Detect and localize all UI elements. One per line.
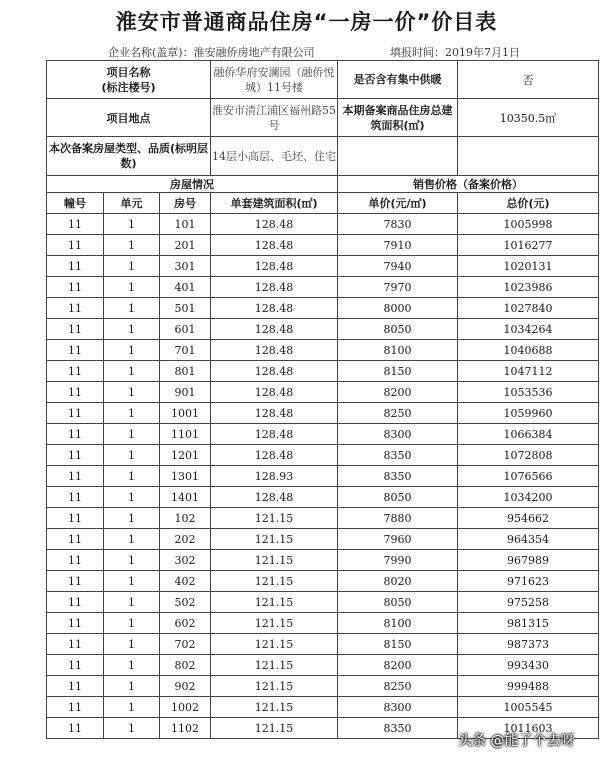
price-table	[46, 60, 599, 739]
cell-unit: 1	[104, 235, 160, 256]
cell-total-price: 1072808	[458, 445, 599, 466]
fill-date: 填报时间：2019年7月1日	[390, 46, 520, 59]
cell-unit-price: 8100	[338, 340, 458, 361]
cell-unit-price: 7830	[338, 214, 458, 235]
total-area-value: 10350.5㎡	[458, 99, 599, 137]
cell-total-price: 954662	[458, 508, 599, 529]
cell-total-price: 1034264	[458, 319, 599, 340]
cell-building: 11	[47, 424, 104, 445]
cell-unit: 1	[104, 697, 160, 718]
table-row	[47, 529, 599, 550]
cell-building: 11	[47, 277, 104, 298]
cell-total-price: 987373	[458, 634, 599, 655]
cell-unit: 1	[104, 655, 160, 676]
cell-building: 11	[47, 235, 104, 256]
cell-total-price: 1016277	[458, 235, 599, 256]
cell-unit: 1	[104, 508, 160, 529]
table-row	[47, 235, 599, 256]
col-total-price: 总价(元)	[458, 193, 599, 214]
cell-unit-price: 8150	[338, 634, 458, 655]
col-unit: 单元	[104, 193, 160, 214]
col-room: 房号	[160, 193, 211, 214]
cell-area: 128.48	[211, 235, 338, 256]
table-row	[47, 361, 599, 382]
cell-building: 11	[47, 613, 104, 634]
cell-total-price: 967989	[458, 550, 599, 571]
cell-area: 128.48	[211, 424, 338, 445]
cell-room: 602	[160, 613, 211, 634]
table-row	[47, 403, 599, 424]
table-row	[47, 256, 599, 277]
cell-area: 128.48	[211, 382, 338, 403]
table-row	[47, 571, 599, 592]
cell-total-price: 1047112	[458, 361, 599, 382]
table-row	[47, 466, 599, 487]
cell-area: 128.48	[211, 361, 338, 382]
cell-unit: 1	[104, 256, 160, 277]
table-row	[47, 319, 599, 340]
cell-unit-price: 7960	[338, 529, 458, 550]
cell-building: 11	[47, 571, 104, 592]
cell-area: 121.15	[211, 550, 338, 571]
cell-unit-price: 8250	[338, 403, 458, 424]
table-row	[47, 613, 599, 634]
cell-unit: 1	[104, 319, 160, 340]
col-unit-price: 单价(元/㎡)	[338, 193, 458, 214]
cell-room: 502	[160, 592, 211, 613]
cell-building: 11	[47, 508, 104, 529]
cell-room: 1102	[160, 718, 211, 739]
cell-unit-price: 8050	[338, 592, 458, 613]
cell-room: 1301	[160, 466, 211, 487]
cell-unit-price: 8200	[338, 382, 458, 403]
cell-building: 11	[47, 256, 104, 277]
cell-building: 11	[47, 655, 104, 676]
cell-total-price: 1020131	[458, 256, 599, 277]
location-value: 淮安市清江浦区福州路55号	[211, 99, 338, 137]
cell-building: 11	[47, 445, 104, 466]
cell-total-price: 1034200	[458, 487, 599, 508]
cell-unit: 1	[104, 340, 160, 361]
cell-unit-price: 8300	[338, 697, 458, 718]
cell-total-price: 971623	[458, 571, 599, 592]
cell-total-price: 1023986	[458, 277, 599, 298]
cell-area: 121.15	[211, 571, 338, 592]
cell-room: 802	[160, 655, 211, 676]
cell-unit-price: 8350	[338, 466, 458, 487]
cell-unit: 1	[104, 634, 160, 655]
cell-total-price: 975258	[458, 592, 599, 613]
cell-room: 402	[160, 571, 211, 592]
total-area-label: 本期备案商品住房总建筑面积(㎡)	[338, 99, 458, 137]
cell-area: 121.15	[211, 676, 338, 697]
empty-cell	[458, 137, 599, 176]
cell-unit-price: 8250	[338, 676, 458, 697]
cell-room: 202	[160, 529, 211, 550]
cell-building: 11	[47, 676, 104, 697]
table-row	[47, 592, 599, 613]
price-rows	[47, 214, 599, 739]
cell-area: 128.48	[211, 256, 338, 277]
cell-total-price: 1027840	[458, 298, 599, 319]
cell-area: 121.15	[211, 634, 338, 655]
cell-unit: 1	[104, 214, 160, 235]
cell-room: 301	[160, 256, 211, 277]
table-row	[47, 676, 599, 697]
cell-unit-price: 8150	[338, 361, 458, 382]
table-row	[47, 298, 599, 319]
cell-area: 128.48	[211, 214, 338, 235]
table-row	[47, 424, 599, 445]
cell-unit-price: 8050	[338, 319, 458, 340]
cell-room: 702	[160, 634, 211, 655]
cell-area: 128.93	[211, 466, 338, 487]
cell-unit: 1	[104, 718, 160, 739]
cell-unit-price: 8350	[338, 718, 458, 739]
cell-total-price: 1011603	[458, 718, 599, 739]
cell-unit-price: 8100	[338, 613, 458, 634]
cell-room: 1001	[160, 403, 211, 424]
cell-area: 121.15	[211, 697, 338, 718]
cell-area: 121.15	[211, 592, 338, 613]
cell-total-price: 999488	[458, 676, 599, 697]
cell-total-price: 1040688	[458, 340, 599, 361]
table-row	[47, 508, 599, 529]
cell-building: 11	[47, 592, 104, 613]
heating-value: 否	[458, 61, 599, 99]
cell-unit-price: 8350	[338, 445, 458, 466]
table-row	[47, 634, 599, 655]
cell-building: 11	[47, 487, 104, 508]
cell-unit: 1	[104, 529, 160, 550]
empty-cell	[338, 137, 458, 176]
project-name-value: 融侨华府安澜园（融侨悦城）11号楼	[211, 61, 338, 99]
document-title: 淮安市普通商品住房“一房一价”价目表	[115, 10, 498, 34]
cell-total-price: 1066384	[458, 424, 599, 445]
cell-room: 501	[160, 298, 211, 319]
cell-unit: 1	[104, 571, 160, 592]
table-row	[47, 214, 599, 235]
cell-unit: 1	[104, 382, 160, 403]
cell-area: 121.15	[211, 529, 338, 550]
cell-unit-price: 8000	[338, 298, 458, 319]
cell-room: 201	[160, 235, 211, 256]
cell-unit: 1	[104, 550, 160, 571]
cell-unit: 1	[104, 424, 160, 445]
cell-unit: 1	[104, 613, 160, 634]
cell-area: 121.15	[211, 718, 338, 739]
cell-unit: 1	[104, 445, 160, 466]
col-building: 幢号	[47, 193, 104, 214]
col-area: 单套建筑面积(㎡)	[211, 193, 338, 214]
cell-unit-price: 7940	[338, 256, 458, 277]
cell-area: 121.15	[211, 613, 338, 634]
cell-room: 401	[160, 277, 211, 298]
table-row	[47, 697, 599, 718]
cell-unit-price: 7990	[338, 550, 458, 571]
house-type-value: 14层小高层、毛坯、住宅	[211, 137, 338, 176]
cell-unit: 1	[104, 361, 160, 382]
cell-building: 11	[47, 550, 104, 571]
cell-unit-price: 8300	[338, 424, 458, 445]
cell-unit-price: 7970	[338, 277, 458, 298]
table-row	[47, 277, 599, 298]
cell-building: 11	[47, 466, 104, 487]
table-row	[47, 655, 599, 676]
watermark: 头条 @能了个去呀	[458, 733, 575, 749]
location-label: 项目地点	[47, 99, 211, 137]
cell-unit: 1	[104, 298, 160, 319]
cell-area: 128.48	[211, 319, 338, 340]
cell-building: 11	[47, 319, 104, 340]
table-row	[47, 340, 599, 361]
project-info	[47, 61, 599, 214]
table-row	[47, 487, 599, 508]
cell-total-price: 1005998	[458, 214, 599, 235]
cell-unit-price: 7910	[338, 235, 458, 256]
cell-room: 1201	[160, 445, 211, 466]
section-price: 销售价格（备案价格）	[338, 176, 599, 193]
cell-area: 128.48	[211, 487, 338, 508]
cell-area: 128.48	[211, 298, 338, 319]
cell-total-price: 1076566	[458, 466, 599, 487]
cell-unit-price: 8050	[338, 487, 458, 508]
cell-room: 302	[160, 550, 211, 571]
cell-building: 11	[47, 634, 104, 655]
cell-room: 102	[160, 508, 211, 529]
cell-total-price: 1053536	[458, 382, 599, 403]
cell-unit: 1	[104, 466, 160, 487]
cell-unit: 1	[104, 592, 160, 613]
cell-total-price: 1005545	[458, 697, 599, 718]
cell-building: 11	[47, 403, 104, 424]
table-row	[47, 445, 599, 466]
cell-building: 11	[47, 718, 104, 739]
cell-room: 801	[160, 361, 211, 382]
cell-unit-price: 7880	[338, 508, 458, 529]
cell-room: 902	[160, 676, 211, 697]
cell-building: 11	[47, 529, 104, 550]
company-name: 企业名称(盖章)：淮安融侨房地产有限公司	[108, 46, 315, 59]
cell-building: 11	[47, 697, 104, 718]
cell-area: 128.48	[211, 403, 338, 424]
cell-unit: 1	[104, 487, 160, 508]
cell-room: 901	[160, 382, 211, 403]
cell-area: 128.48	[211, 445, 338, 466]
cell-building: 11	[47, 382, 104, 403]
cell-unit-price: 8020	[338, 571, 458, 592]
cell-area: 121.15	[211, 655, 338, 676]
section-housing: 房屋情况	[47, 176, 338, 193]
cell-unit: 1	[104, 403, 160, 424]
table-row	[47, 382, 599, 403]
cell-unit: 1	[104, 277, 160, 298]
cell-area: 121.15	[211, 508, 338, 529]
cell-room: 1401	[160, 487, 211, 508]
cell-building: 11	[47, 340, 104, 361]
cell-building: 11	[47, 298, 104, 319]
heating-label: 是否含有集中供暖	[338, 61, 458, 99]
cell-unit-price: 8200	[338, 655, 458, 676]
house-type-label: 本次备案房屋类型、品质(标明层数)	[47, 137, 211, 176]
cell-area: 128.48	[211, 340, 338, 361]
cell-room: 601	[160, 319, 211, 340]
cell-unit: 1	[104, 676, 160, 697]
cell-building: 11	[47, 361, 104, 382]
cell-room: 101	[160, 214, 211, 235]
cell-room: 1101	[160, 424, 211, 445]
cell-room: 701	[160, 340, 211, 361]
cell-total-price: 993430	[458, 655, 599, 676]
table-row	[47, 550, 599, 571]
project-name-label: 项目名称 (标注楼号)	[47, 61, 211, 99]
cell-total-price: 1059960	[458, 403, 599, 424]
cell-area: 128.48	[211, 277, 338, 298]
cell-total-price: 981315	[458, 613, 599, 634]
cell-building: 11	[47, 214, 104, 235]
cell-room: 1002	[160, 697, 211, 718]
cell-total-price: 964354	[458, 529, 599, 550]
